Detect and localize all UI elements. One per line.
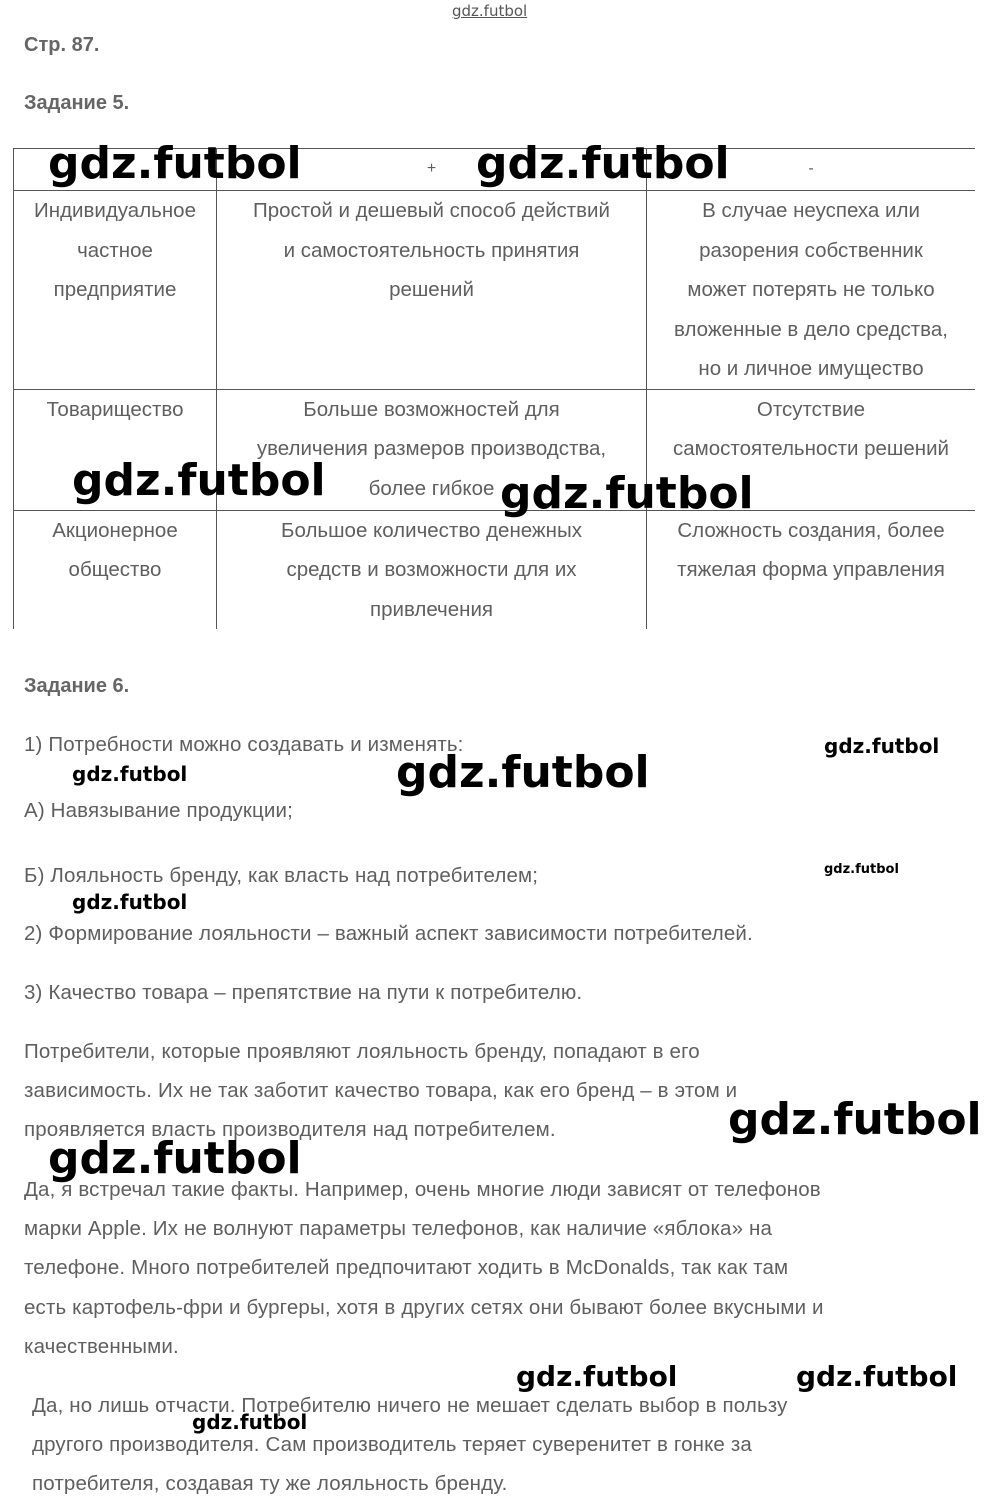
header-cell-plus: + (217, 149, 647, 191)
paragraph-line: Потребители, которые проявляют лояльность бренду, попадают в его (24, 1040, 700, 1063)
watermark: gdz.futbol (48, 138, 302, 189)
minus-cell: Отсутствие самостоятельности решений (647, 389, 976, 510)
watermark: gdz.futbol (72, 890, 188, 914)
watermark: gdz.futbol (824, 862, 899, 877)
watermark: gdz.futbol (72, 455, 326, 506)
task6-item: 3) Качество товара – препятствие на пути к потребителю. (24, 981, 583, 1004)
task6-item: 1) Потребности можно создавать и изменять: (24, 733, 464, 756)
watermark: gdz.futbol (476, 138, 730, 189)
paragraph-line: потребителя, создавая ту же лояльность бренду. (32, 1472, 508, 1495)
task6-title: Задание 6. (24, 675, 130, 697)
plus-cell: Простой и дешевый способ действий и самостоятельность принятия решений (217, 191, 647, 390)
watermark: gdz.futbol (396, 747, 650, 798)
watermark-top: gdz.futbol (452, 2, 528, 20)
watermark: gdz.futbol (728, 1094, 982, 1145)
task6-item: Б) Лояльность бренду, как власть над потребителем; (24, 864, 539, 887)
plus-cell: Большое количество денежных средств и возможности для их привлечения (217, 510, 647, 629)
paragraph-line: зависимость. Их не так заботит качество товара, как его бренд – в этом и (24, 1079, 738, 1102)
form-cell: Товарищество (14, 389, 217, 510)
watermark: gdz.futbol (72, 762, 188, 786)
paragraph-line: марки Apple. Их не волнуют параметры телефонов, как наличие «яблока» на (24, 1217, 772, 1240)
task6-item: 2) Формирование лояльности – важный аспект зависимости потребителей. (24, 922, 753, 945)
form-cell: Акционерное общество (14, 510, 217, 629)
paragraph-line: другого производителя. Сам производитель теряет суверенитет в гонке за (32, 1433, 752, 1456)
table-row (14, 510, 976, 629)
watermark: gdz.futbol (516, 1360, 678, 1393)
paragraph-line: проявляется власть производителя над потребителем. (24, 1118, 556, 1141)
minus-cell: Сложность создания, более тяжелая форма управления (647, 510, 976, 629)
page-label: Стр. 87. (24, 34, 100, 56)
paragraph-line: Да, но лишь отчасти. Потребителю ничего не мешает сделать выбор в пользу (32, 1394, 788, 1417)
task5-title: Задание 5. (24, 92, 130, 114)
form-cell: Индивидуальное частное предприятие (14, 191, 217, 390)
watermark: gdz.futbol (192, 1410, 308, 1434)
paragraph-line: качественными. (24, 1335, 179, 1358)
paragraph-line: телефоне. Много потребителей предпочитают ходить в McDonalds, так как там (24, 1256, 789, 1279)
minus-cell: В случае неуспеха или разорения собственник может потерять не только вложенные в дело средства, но и личное имущество (647, 191, 976, 390)
paragraph-line: Да, я встречал такие факты. Например, очень многие люди зависят от телефонов (24, 1178, 821, 1201)
table-row (14, 191, 976, 390)
watermark: gdz.futbol (500, 468, 754, 519)
watermark: gdz.futbol (48, 1133, 302, 1184)
watermark: gdz.futbol (824, 734, 940, 758)
header-cell-minus: - (647, 149, 976, 191)
plus-cell: Больше возможностей для увеличения размеров производства, более гибкое (217, 389, 647, 510)
pros-cons-table (13, 148, 975, 629)
paragraph-line: есть картофель-фри и бургеры, хотя в других сетях они бывают более вкусными и (24, 1296, 824, 1319)
task6-item: А) Навязывание продукции; (24, 799, 293, 822)
watermark: gdz.futbol (796, 1360, 958, 1393)
